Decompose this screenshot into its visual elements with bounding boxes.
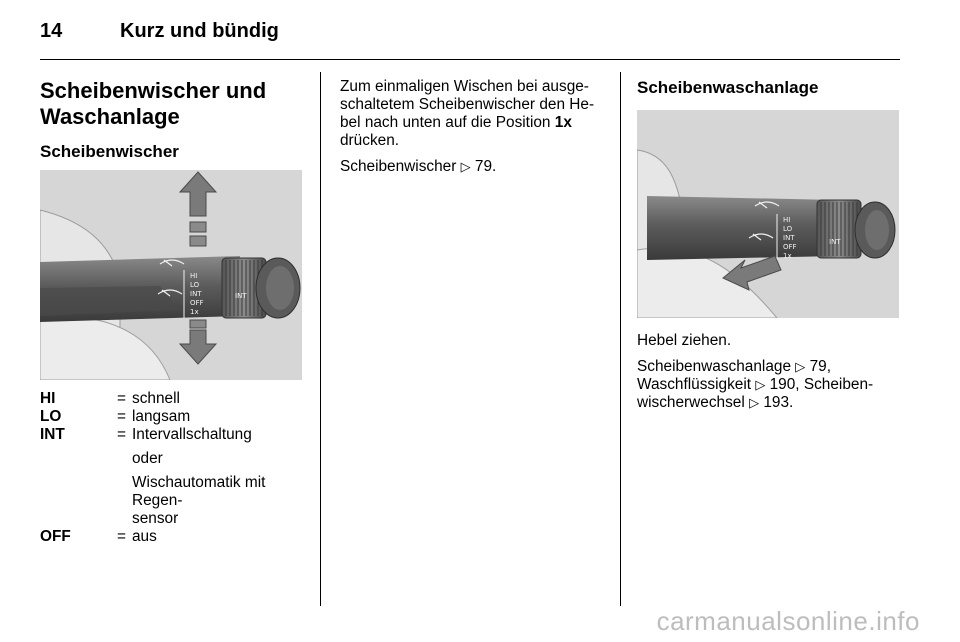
page-reference-icon: ▷	[755, 377, 766, 392]
washer-rotary-ring-shape	[817, 200, 861, 258]
right-column	[637, 78, 902, 98]
stalk-label-off: OFF	[190, 299, 204, 307]
reference-text: Scheibenwaschanlage	[637, 358, 796, 375]
reference-page: 193.	[759, 394, 794, 411]
legend-equals: =	[117, 426, 126, 443]
pull-lever-instruction: Hebel ziehen.	[637, 332, 732, 349]
washer-subtitle: Scheibenwaschanlage	[637, 78, 819, 97]
single-wipe-line-2: schaltetem Scheibenwischer den He-	[340, 96, 595, 113]
page-number: 14	[40, 20, 63, 42]
legend-value-or: oder	[132, 450, 163, 467]
page-reference-icon: ▷	[460, 159, 471, 174]
legend-key: HI	[40, 390, 56, 407]
stalk-label-1x: 1x	[783, 252, 792, 260]
column-divider-1	[320, 72, 321, 606]
legend-key: INT	[40, 426, 65, 443]
washer-stalk-illustration	[637, 110, 899, 318]
legend-key: LO	[40, 408, 62, 425]
single-wipe-line-4: drücken.	[340, 132, 400, 149]
page-reference-icon: ▷	[749, 395, 760, 410]
ring-label-int: INT	[235, 292, 247, 300]
legend-row-off	[40, 528, 310, 546]
washer-references	[637, 358, 902, 412]
stalk-label-int: INT	[190, 290, 202, 298]
wiper-stalk-illustration	[40, 170, 302, 380]
wiper-legend	[40, 390, 310, 546]
reference-page: 79.	[470, 158, 497, 175]
middle-column	[340, 78, 610, 176]
footer-watermark: carmanualsonline.info	[656, 606, 920, 636]
section-title	[40, 78, 310, 130]
right-text	[637, 332, 902, 412]
stalk-label-hi: HI	[190, 272, 198, 280]
wiper-subtitle: Scheibenwischer	[40, 142, 179, 161]
legend-value: langsam	[132, 408, 191, 425]
legend-row-hi	[40, 390, 310, 408]
section-title-line-2: Waschanlage	[40, 104, 180, 129]
page-reference-icon: ▷	[795, 359, 806, 374]
legend-key: OFF	[40, 528, 71, 545]
legend-equals: =	[117, 390, 126, 407]
legend-value: schnell	[132, 390, 180, 407]
reference-text: Waschflüssigkeit	[637, 376, 756, 393]
stalk-label-int: INT	[783, 234, 795, 242]
legend-equals: =	[117, 528, 126, 545]
legend-equals: =	[117, 408, 126, 425]
section-title-line-1: Scheibenwischer und	[40, 78, 267, 103]
stalk-label-lo: LO	[783, 225, 793, 233]
legend-row-int	[40, 426, 310, 528]
legend-value: Intervallschaltung	[132, 426, 252, 443]
position-1x: 1x	[554, 114, 572, 131]
legend-value-rain-sensor-2: sensor	[132, 510, 179, 527]
ring-label-int: INT	[829, 238, 841, 246]
single-wipe-line-3: bel nach unten auf die Position	[340, 114, 555, 131]
running-title: Kurz und bündig	[120, 20, 279, 42]
reference-text: wischerwechsel	[637, 394, 750, 411]
reference-page: 79,	[805, 358, 831, 375]
stalk-label-lo: LO	[190, 281, 200, 289]
single-wipe-paragraph	[340, 78, 610, 150]
legend-row-lo	[40, 408, 310, 426]
left-column	[40, 72, 310, 162]
stalk-label-hi: HI	[783, 216, 791, 224]
column-divider-2	[620, 72, 621, 606]
reference-text: Scheibenwischer	[340, 158, 461, 175]
stalk-label-1x: 1x	[190, 308, 199, 316]
wiper-reference	[340, 158, 610, 176]
stalk-label-off: OFF	[783, 243, 797, 251]
legend-value: aus	[132, 528, 157, 545]
single-wipe-line-1: Zum einmaligen Wischen bei ausge-	[340, 78, 589, 95]
header-rule	[40, 59, 900, 60]
legend-value-rain-sensor-1: Wischautomatik mit Regen-	[132, 474, 266, 509]
reference-page: 190, Scheiben-	[765, 376, 874, 393]
